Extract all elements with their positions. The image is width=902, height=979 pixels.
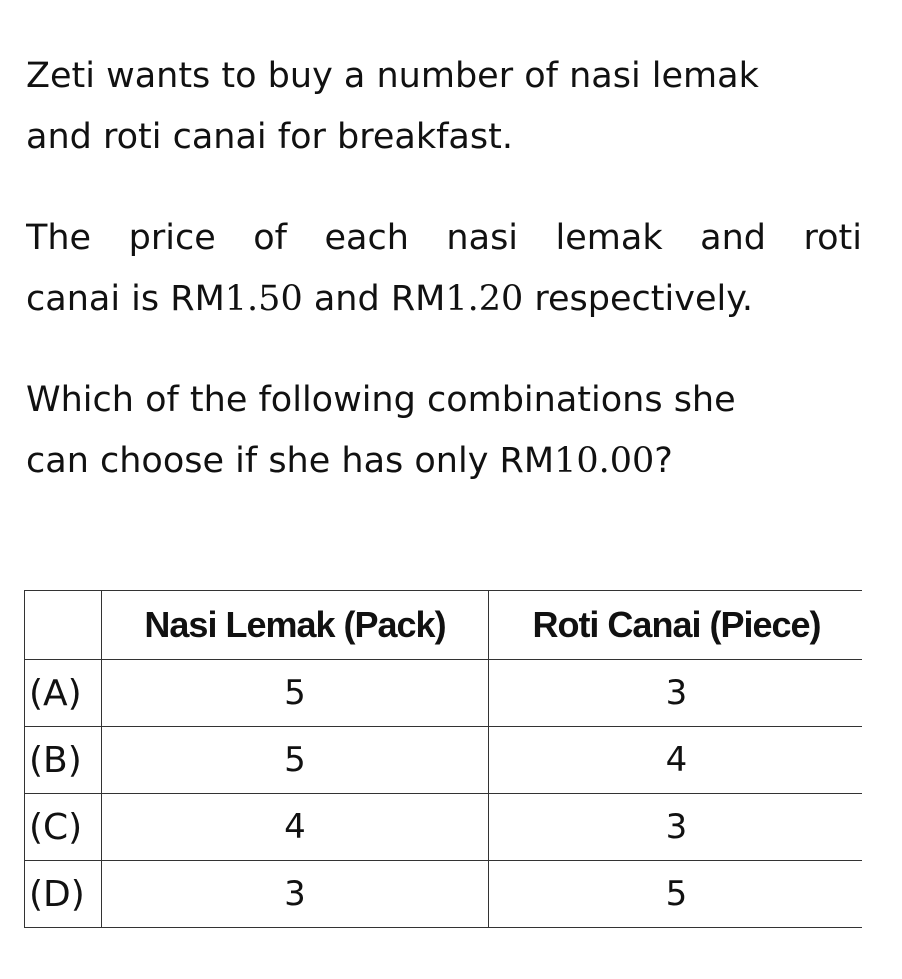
price-text: and RM <box>302 279 446 319</box>
question-paragraph-3 <box>26 370 862 492</box>
nasi-lemak-count: 4 <box>102 794 489 861</box>
price-line <box>26 269 862 330</box>
option-label: (B) <box>25 727 102 794</box>
question-paragraph-2 <box>26 208 862 330</box>
table-row <box>25 794 863 861</box>
roti-canai-count: 3 <box>489 794 863 861</box>
header-roti-canai: Roti Canai (Piece) <box>489 591 863 660</box>
question-paragraph-1 <box>26 46 862 168</box>
options-table <box>24 590 862 928</box>
table-row <box>25 727 863 794</box>
paragraph-line: Which of the following combinations she <box>26 380 736 420</box>
budget-line <box>26 431 862 492</box>
price-text: canai is RM <box>26 279 225 319</box>
price-text: respectively. <box>523 279 754 319</box>
table-row <box>25 660 863 727</box>
paragraph-line: The price of each nasi lemak and roti <box>26 218 862 258</box>
header-nasi-lemak: Nasi Lemak (Pack) <box>102 591 489 660</box>
nasi-lemak-count: 5 <box>102 660 489 727</box>
table-header-row <box>25 591 863 660</box>
roti-canai-price: 1.20 <box>445 279 524 319</box>
nasi-lemak-price: 1.50 <box>224 279 303 319</box>
roti-canai-count: 4 <box>489 727 863 794</box>
option-label: (A) <box>25 660 102 727</box>
header-empty <box>25 591 102 660</box>
budget-amount: 10.00 <box>554 441 655 481</box>
budget-text: ? <box>654 441 673 481</box>
option-label: (C) <box>25 794 102 861</box>
paragraph-line: Zeti wants to buy a number of nasi lemak <box>26 56 759 96</box>
roti-canai-count: 5 <box>489 861 863 928</box>
table-row <box>25 861 863 928</box>
question-text <box>26 46 862 492</box>
options-table-container <box>24 590 862 928</box>
option-label: (D) <box>25 861 102 928</box>
nasi-lemak-count: 3 <box>102 861 489 928</box>
nasi-lemak-count: 5 <box>102 727 489 794</box>
paragraph-line: and roti canai for breakfast. <box>26 117 513 157</box>
roti-canai-count: 3 <box>489 660 863 727</box>
budget-text: can choose if she has only RM <box>26 441 555 481</box>
